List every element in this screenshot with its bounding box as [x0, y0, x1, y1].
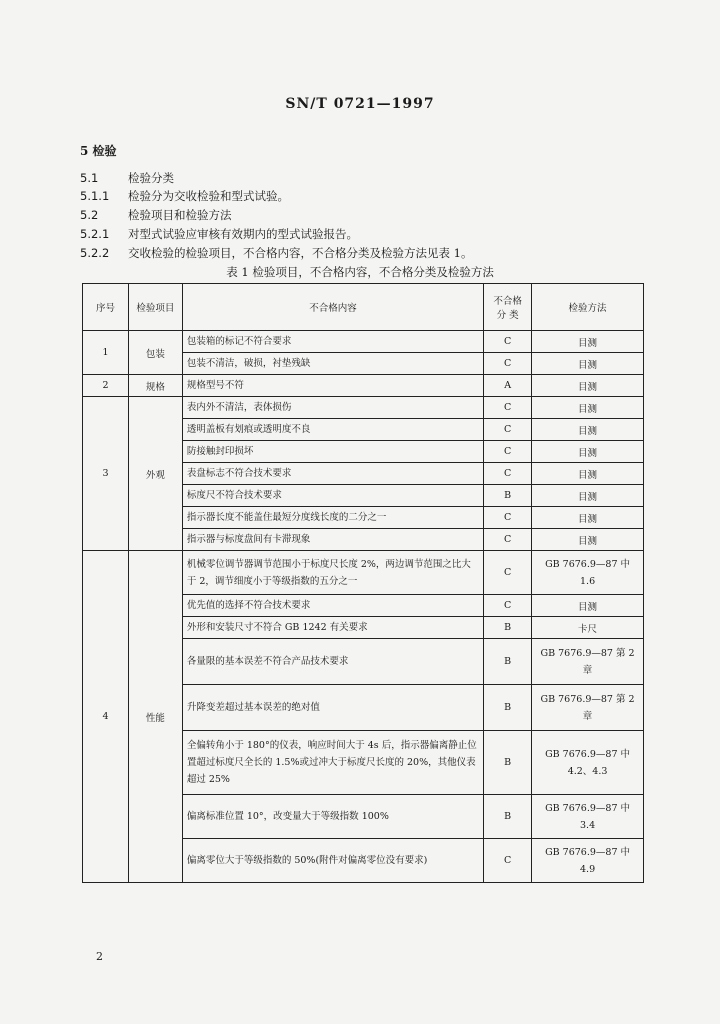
table-header-row: [83, 284, 644, 331]
cell-seq: 4: [83, 551, 129, 883]
clause-number: 5.2.2: [80, 246, 110, 260]
cell-method: 目测: [532, 419, 644, 441]
cell-item: 包装: [128, 331, 182, 375]
table-row: [83, 551, 644, 595]
cell-class: B: [484, 617, 532, 639]
clause-text: 检验项目和检验方法: [128, 208, 232, 222]
cell-content: 外形和安装尺寸不符合 GB 1242 有关要求: [182, 617, 483, 639]
cell-method: 目测: [532, 463, 644, 485]
cell-method: GB 7676.9—87 第 2 章: [532, 685, 644, 731]
section-title: 5 检验: [80, 144, 117, 158]
cell-method: 目测: [532, 441, 644, 463]
table-row: [83, 375, 644, 397]
cell-method: 目测: [532, 529, 644, 551]
cell-content: 全偏转角小于 180°的仪表，响应时间大于 4s 后，指示器偏离静止位置超过标度尺全长的 1.5%或过冲大于标度尺长度的 20%，其他仪表超过 25%: [182, 731, 483, 795]
cell-method: 目测: [532, 353, 644, 375]
header-method: 检验方法: [532, 284, 644, 331]
cell-content: 防接触封印损坏: [182, 441, 483, 463]
cell-content: 指示器长度不能盖住最短分度线长度的二分之一: [182, 507, 483, 529]
cell-content: 透明盖板有划痕或透明度不良: [182, 419, 483, 441]
cell-method: 目测: [532, 507, 644, 529]
cell-class: C: [484, 331, 532, 353]
clause-number: 5.1.1: [80, 189, 110, 203]
cell-method: 卡尺: [532, 617, 644, 639]
header-seq: 序号: [83, 284, 129, 331]
clause-5-2-2: [80, 245, 472, 261]
cell-content: 偏离标准位置 10°，改变量大于等级指数 100%: [182, 795, 483, 839]
cell-seq: 2: [83, 375, 129, 397]
cell-method: GB 7676.9—87 第 2 章: [532, 639, 644, 685]
cell-method: GB 7676.9—87 中 4.2、4.3: [532, 731, 644, 795]
cell-class: B: [484, 731, 532, 795]
cell-content: 优先值的选择不符合技术要求: [182, 595, 483, 617]
clause-text: 交收检验的检验项目，不合格内容，不合格分类及检验方法见表 1。: [128, 246, 473, 260]
cell-method: 目测: [532, 375, 644, 397]
page-number: 2: [96, 950, 103, 963]
cell-content: 机械零位调节器调节范围小于标度尺长度 2%，两边调节范围之比大于 2，调节细度小于等级指数的五分之一: [182, 551, 483, 595]
table-row: [83, 331, 644, 353]
table-row: [83, 397, 644, 419]
cell-class: C: [484, 463, 532, 485]
inspection-table: [82, 283, 644, 883]
cell-class: B: [484, 639, 532, 685]
table-caption: 表 1 检验项目，不合格内容，不合格分类及检验方法: [226, 265, 494, 279]
cell-method: GB 7676.9—87 中 4.9: [532, 839, 644, 883]
cell-item: 性能: [128, 551, 182, 883]
cell-method: 目测: [532, 485, 644, 507]
clause-5-1: [80, 170, 174, 186]
clause-number: 5.1: [80, 171, 99, 185]
cell-class: C: [484, 529, 532, 551]
cell-content: 标度尺不符合技术要求: [182, 485, 483, 507]
cell-content: 包装不清洁，破损，衬垫残缺: [182, 353, 483, 375]
cell-item: 外观: [128, 397, 182, 551]
cell-class: A: [484, 375, 532, 397]
cell-class: C: [484, 551, 532, 595]
cell-method: 目测: [532, 331, 644, 353]
header-content: 不合格内容: [182, 284, 483, 331]
cell-class: B: [484, 795, 532, 839]
clause-text: 对型式试验应审核有效期内的型式试验报告。: [128, 227, 358, 241]
cell-content: 指示器与标度盘间有卡滞现象: [182, 529, 483, 551]
clause-number: 5.2.1: [80, 227, 110, 241]
cell-method: GB 7676.9—87 中 3.4: [532, 795, 644, 839]
clause-5-1-1: [80, 188, 289, 204]
cell-class: C: [484, 441, 532, 463]
cell-class: B: [484, 485, 532, 507]
clause-5-2-1: [80, 226, 358, 242]
header-item: 检验项目: [128, 284, 182, 331]
cell-method: 目测: [532, 595, 644, 617]
cell-seq: 1: [83, 331, 129, 375]
cell-class: C: [484, 397, 532, 419]
cell-content: 表盘标志不符合技术要求: [182, 463, 483, 485]
cell-method: 目测: [532, 397, 644, 419]
cell-content: 规格型号不符: [182, 375, 483, 397]
cell-class: C: [484, 507, 532, 529]
clause-text: 检验分为交收检验和型式试验。: [128, 189, 289, 203]
clause-text: 检验分类: [128, 171, 174, 185]
cell-content: 各量限的基本误差不符合产品技术要求: [182, 639, 483, 685]
cell-seq: 3: [83, 397, 129, 551]
clause-number: 5.2: [80, 208, 99, 222]
cell-class: B: [484, 685, 532, 731]
cell-content: 包装箱的标记不符合要求: [182, 331, 483, 353]
cell-class: C: [484, 839, 532, 883]
header-class: 不合格 分 类: [484, 284, 532, 331]
cell-class: C: [484, 419, 532, 441]
standard-number-header: SN/T 0721—1997: [285, 96, 435, 112]
cell-method: GB 7676.9—87 中 1.6: [532, 551, 644, 595]
cell-content: 偏离零位大于等级指数的 50%(附件对偏离零位没有要求): [182, 839, 483, 883]
cell-content: 升降变差超过基本误差的绝对值: [182, 685, 483, 731]
cell-item: 规格: [128, 375, 182, 397]
cell-class: C: [484, 353, 532, 375]
cell-content: 表内外不清洁，表体损伤: [182, 397, 483, 419]
cell-class: C: [484, 595, 532, 617]
clause-5-2: [80, 207, 232, 223]
